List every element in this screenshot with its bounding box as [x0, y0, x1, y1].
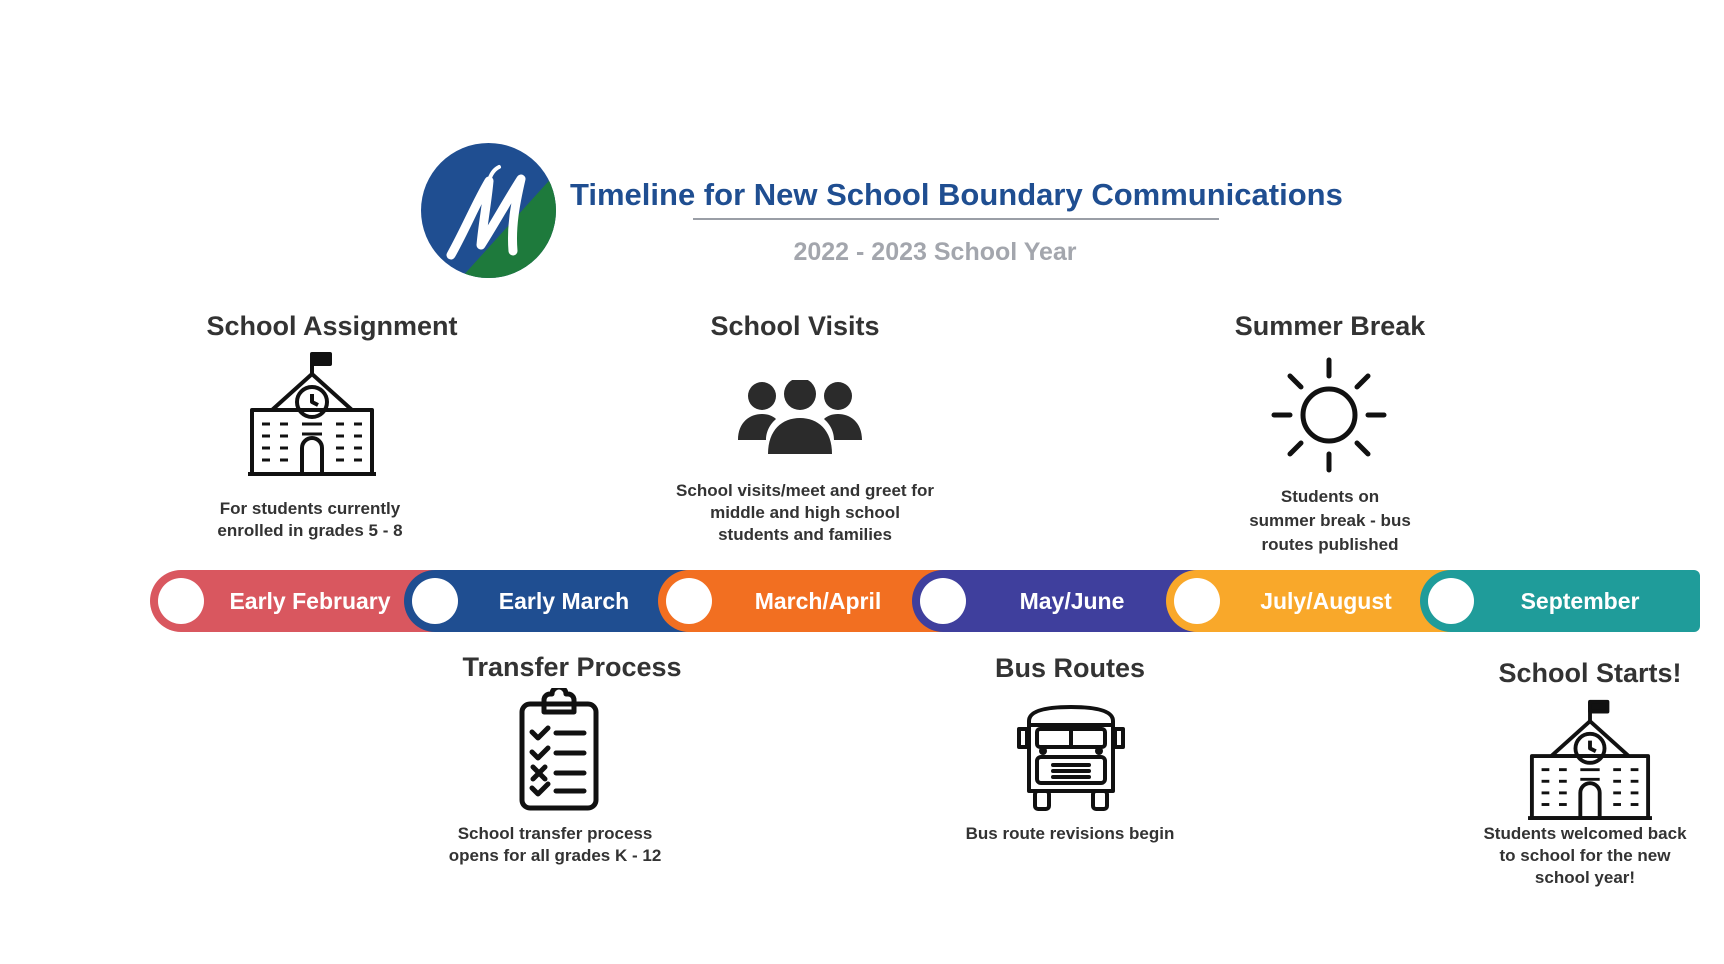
- clipboard-checklist-icon: [518, 688, 600, 812]
- description-line: students and families: [718, 525, 892, 544]
- event-heading-school-visits: School Visits: [710, 311, 880, 341]
- timeline-band: [150, 568, 1700, 634]
- timeline-marker: [158, 578, 204, 624]
- timeline-marker: [1428, 578, 1474, 624]
- event-heading-school-starts: School Starts!: [1498, 658, 1682, 688]
- description-line: Students on: [1280, 487, 1380, 506]
- timeline-label: Early March: [498, 588, 630, 614]
- timeline-label: March/April: [754, 588, 882, 614]
- timeline-marker: [1174, 578, 1220, 624]
- sun-icon: [1270, 356, 1388, 474]
- school-building-icon: [248, 350, 376, 476]
- description-line: school year!: [1534, 868, 1636, 887]
- description-line: summer break - bus: [1249, 511, 1411, 530]
- event-description-summer-break: [1215, 485, 1445, 557]
- description-line: routes published: [1261, 535, 1399, 554]
- page-subtitle: 2022 - 2023 School Year: [793, 238, 1077, 266]
- group-people-icon: [738, 380, 862, 454]
- description-line: opens for all grades K - 12: [448, 846, 662, 865]
- description-line: School transfer process: [457, 824, 653, 843]
- timeline-label: Early February: [229, 588, 391, 614]
- school-bus-icon: [1015, 705, 1127, 817]
- timeline-marker: [412, 578, 458, 624]
- event-description-school-visits: [655, 480, 955, 546]
- description-line: enrolled in grades 5 - 8: [217, 521, 403, 540]
- page-title: Timeline for New School Boundary Communications: [570, 177, 1343, 212]
- event-heading-transfer-process: Transfer Process: [462, 652, 682, 682]
- timeline-marker: [666, 578, 712, 624]
- timeline-segment-september: [1420, 570, 1700, 632]
- description-line: School visits/meet and greet for: [676, 481, 934, 500]
- timeline-marker: [920, 578, 966, 624]
- description-line: middle and high school: [710, 503, 900, 522]
- event-heading-school-assignment: School Assignment: [206, 311, 458, 341]
- description-line: For students currently: [219, 499, 401, 518]
- event-description-transfer-process: [425, 823, 685, 867]
- event-description-bus-routes: [945, 823, 1195, 845]
- description-line: Bus route revisions begin: [965, 824, 1175, 843]
- school-building-icon: [1528, 698, 1652, 820]
- timeline-label: July/August: [1260, 588, 1392, 614]
- event-heading-bus-routes: Bus Routes: [994, 653, 1146, 683]
- event-description-school-starts: [1455, 823, 1715, 889]
- title-divider: [693, 218, 1219, 220]
- event-description-school-assignment: [190, 498, 430, 542]
- m-logo-icon: [421, 143, 556, 278]
- timeline-label: May/June: [1019, 588, 1125, 614]
- event-heading-summer-break: Summer Break: [1234, 311, 1426, 341]
- description-line: to school for the new: [1499, 846, 1671, 865]
- description-line: Students welcomed back: [1483, 824, 1687, 843]
- timeline-label: September: [1520, 588, 1640, 614]
